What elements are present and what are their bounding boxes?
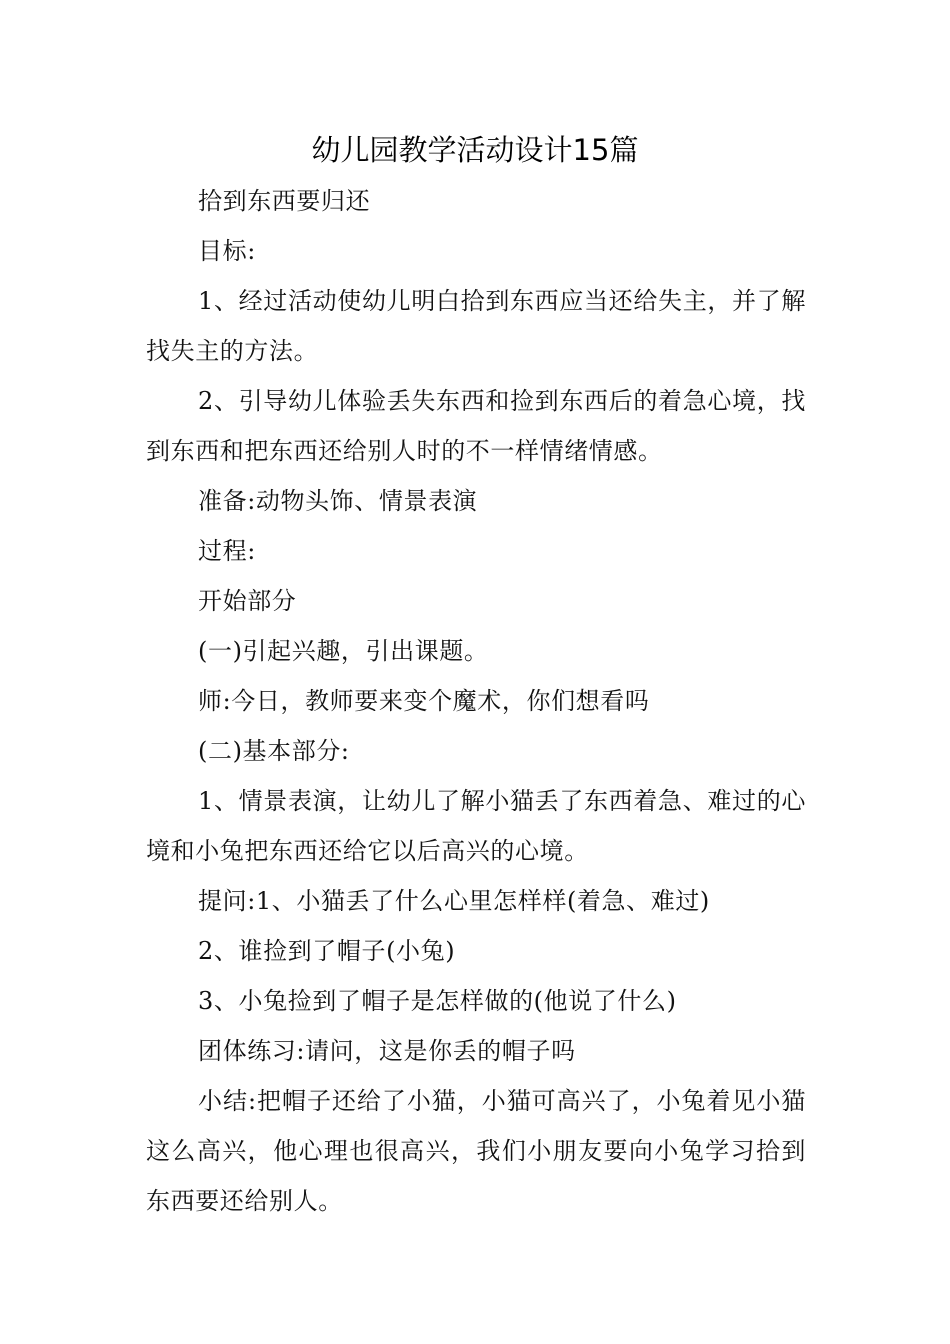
step-one-heading: (一)引起兴趣，引出课题。 <box>198 637 489 665</box>
goal-item-1: 1、经过活动使幼儿明白拾到东西应当还给失主，并了解找失主的方法。 <box>146 287 806 365</box>
group-practice-line: 团体练习:请问，这是你丢的帽子吗 <box>198 1037 576 1065</box>
question-1: 提问:1、小猫丢了什么心里怎样样(着急、难过) <box>198 887 710 915</box>
teacher-line: 师:今日，教师要来变个魔术，你们想看吗 <box>198 687 650 715</box>
section-heading: 拾到东西要归还 <box>198 187 371 215</box>
goal-label: 目标: <box>198 237 256 265</box>
process-label: 过程: <box>198 537 256 565</box>
scenario-paragraph: 1、情景表演，让幼儿了解小猫丢了东西着急、难过的心境和小兔把东西还给它以后高兴的心境。 <box>146 787 806 865</box>
preparation-line: 准备:动物头饰、情景表演 <box>198 487 478 515</box>
document-title: 幼儿园教学活动设计15篇 <box>311 133 639 167</box>
question-3: 3、小兔捡到了帽子是怎样做的(他说了什么) <box>198 987 677 1015</box>
question-2: 2、谁捡到了帽子(小兔) <box>198 937 456 965</box>
step-two-heading: (二)基本部分: <box>198 737 350 765</box>
document-body <box>146 176 806 1226</box>
start-section-label: 开始部分 <box>198 587 297 615</box>
summary-paragraph: 小结:把帽子还给了小猫，小猫可高兴了，小兔着见小猫这么高兴，他心理也很高兴，我们小朋友要向小兔学习拾到东西要还给别人。 <box>146 1087 806 1215</box>
goal-item-2: 2、引导幼儿体验丢失东西和捡到东西后的着急心境，找到东西和把东西还给别人时的不一样情绪情感。 <box>146 387 806 465</box>
